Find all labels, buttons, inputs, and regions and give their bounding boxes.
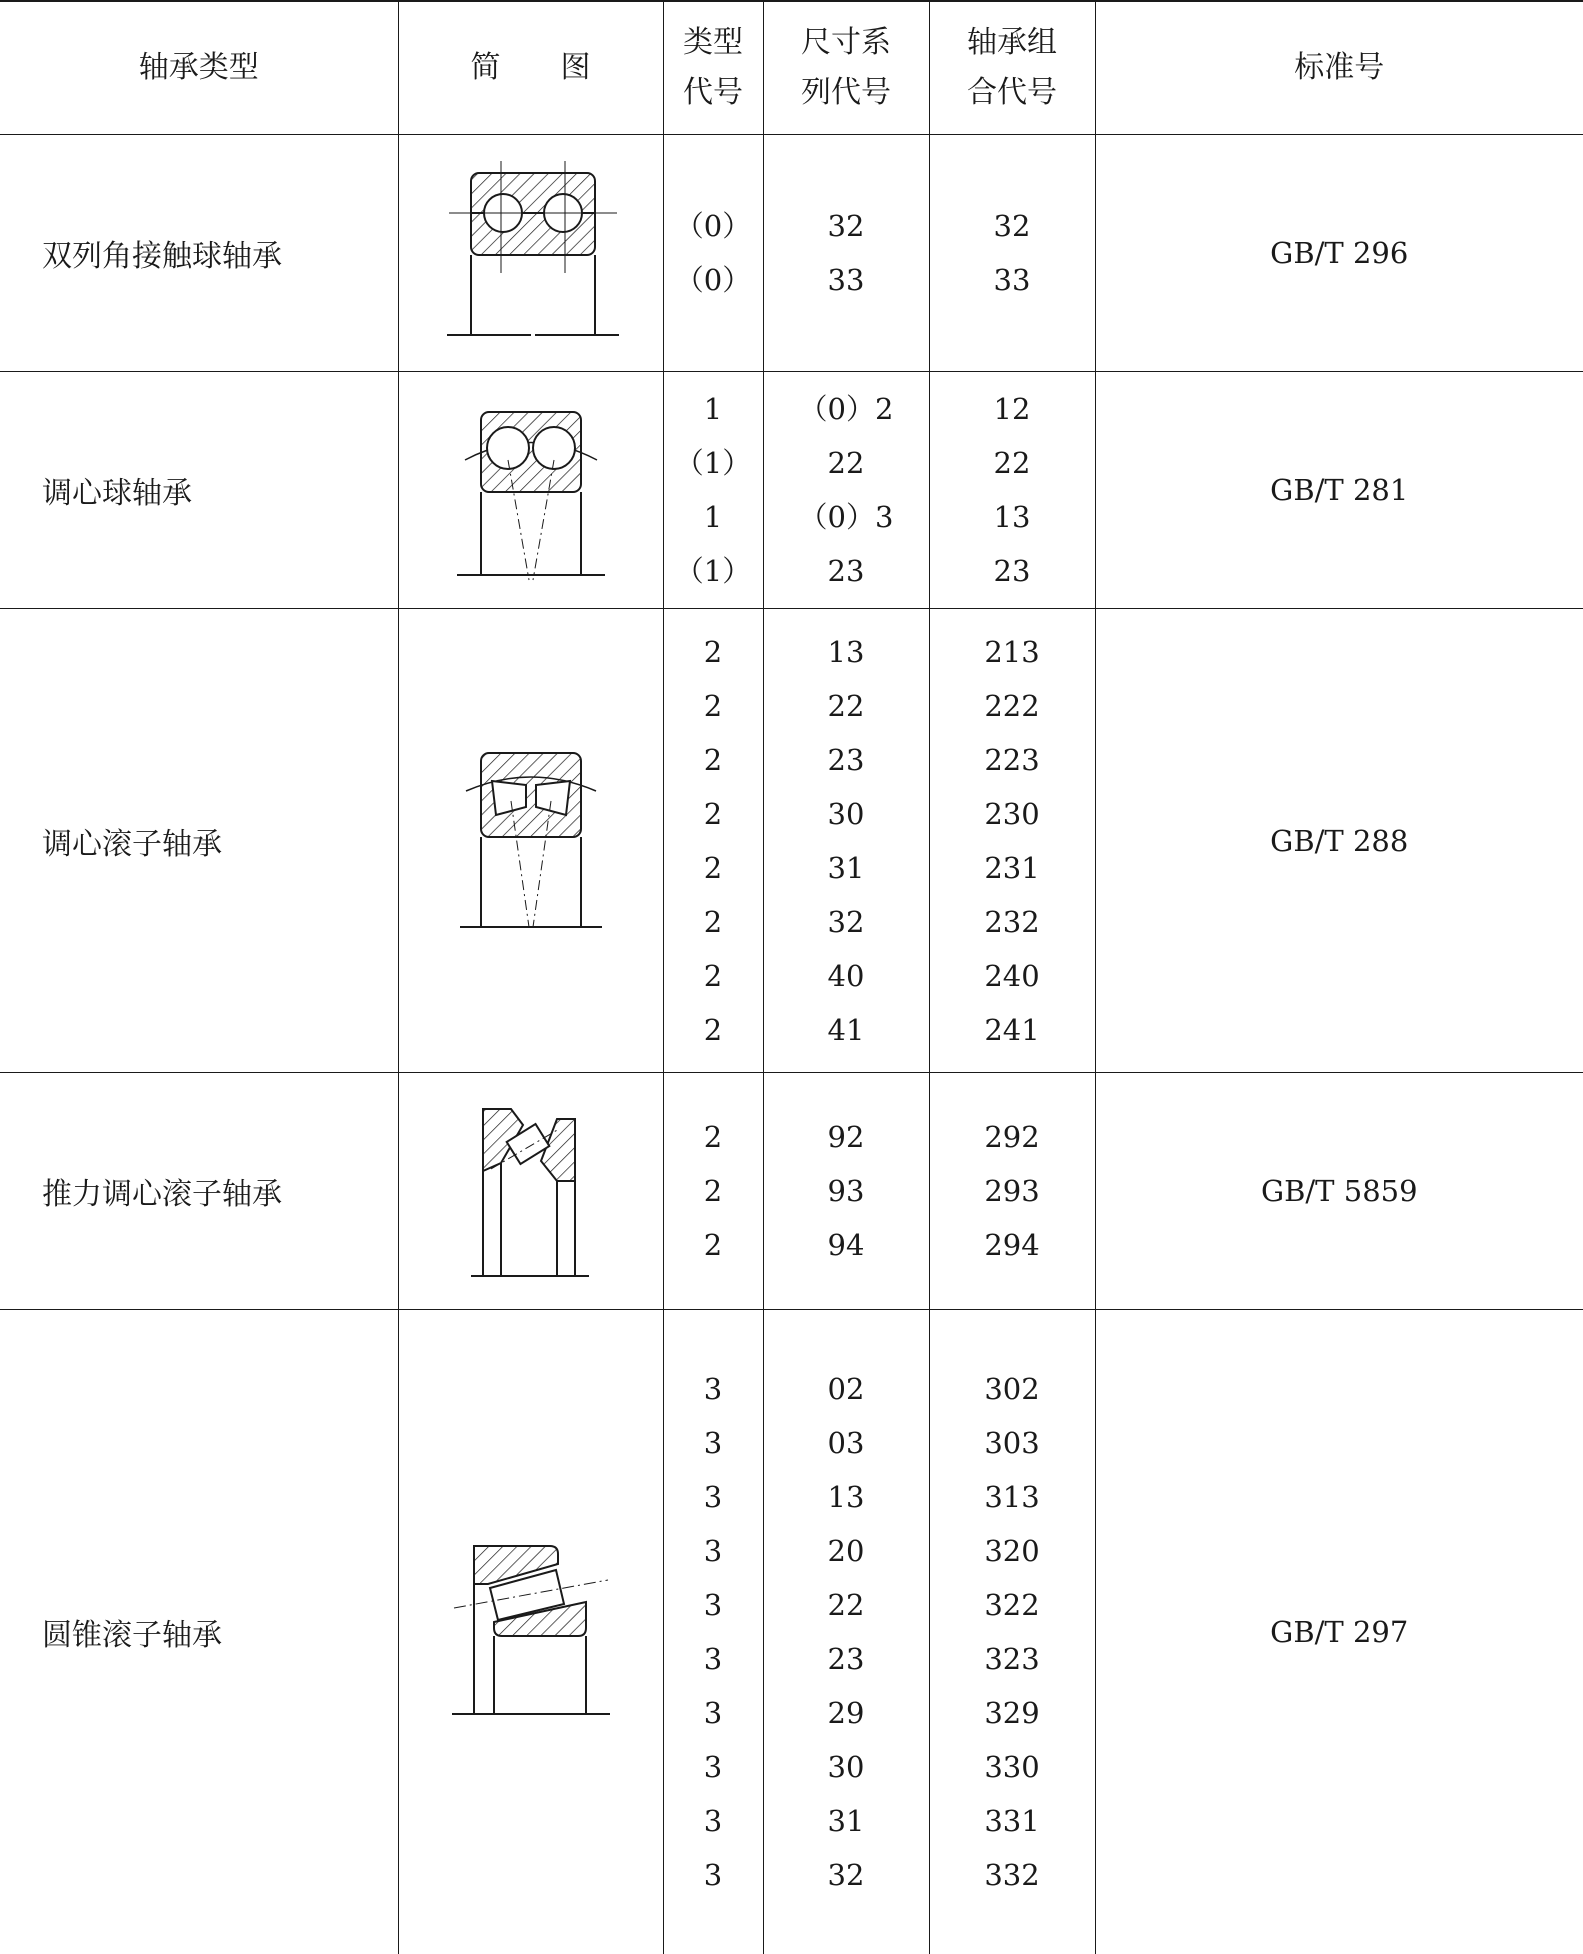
header-type-code: 类型 代号 (663, 1, 763, 135)
type-code-cell (663, 372, 763, 609)
type-code: 3 (703, 1371, 723, 1406)
type-code: 3 (703, 1641, 723, 1676)
figure-cell (398, 1310, 663, 1954)
type-code: 2 (703, 1120, 723, 1154)
self-aligning-ball-bearing-icon (451, 390, 611, 590)
type-code: 3 (703, 1425, 723, 1460)
size-series-code: 32 (827, 1857, 865, 1892)
size-series-code: 22 (827, 446, 865, 480)
size-series-cell (763, 1073, 929, 1310)
size-series-code: 03 (827, 1425, 865, 1460)
combo-code: 240 (984, 958, 1040, 993)
type-code: 2 (703, 958, 723, 993)
combo-code: 22 (993, 446, 1031, 480)
combo-code-cell (929, 1310, 1095, 1954)
size-series-code: 41 (827, 1012, 865, 1047)
table-row (0, 372, 1583, 609)
combo-code: 23 (993, 554, 1031, 588)
header-figure: 简 图 (398, 1, 663, 135)
type-code: 2 (703, 796, 723, 831)
size-series-cell (763, 372, 929, 609)
combo-code: 222 (984, 688, 1040, 723)
type-code: 3 (703, 1695, 723, 1730)
bearing-type-cell: 调心球轴承 (0, 372, 398, 609)
combo-code: 302 (984, 1371, 1040, 1406)
combo-code: 33 (993, 263, 1031, 297)
type-code: 3 (703, 1587, 723, 1622)
table-row (0, 1310, 1583, 1954)
combo-code-cell (929, 609, 1095, 1073)
type-code-cell (663, 609, 763, 1073)
type-code: 1 (703, 392, 723, 426)
combo-code: 294 (984, 1228, 1040, 1262)
combo-code: 332 (984, 1857, 1040, 1892)
combo-code: 12 (993, 392, 1031, 426)
figure-cell (398, 609, 663, 1073)
standard-cell: GB/T 288 (1095, 609, 1583, 1073)
type-code: （1） (674, 554, 752, 588)
spherical-thrust-roller-bearing-icon (461, 1091, 601, 1291)
size-series-code: 33 (827, 263, 865, 297)
size-series-code: （0）2 (798, 392, 894, 426)
type-code: （1） (674, 446, 752, 480)
type-code-cell (663, 1073, 763, 1310)
type-code: 2 (703, 850, 723, 885)
table-row (0, 609, 1583, 1073)
standard-cell: GB/T 297 (1095, 1310, 1583, 1954)
figure-cell (398, 1073, 663, 1310)
size-series-code: 22 (827, 1587, 865, 1622)
type-code: 2 (703, 742, 723, 777)
size-series-cell (763, 135, 929, 372)
type-code: 2 (703, 688, 723, 723)
type-code: 3 (703, 1803, 723, 1838)
type-code: （0） (674, 209, 752, 243)
size-series-cell (763, 609, 929, 1073)
combo-code: 323 (984, 1641, 1040, 1676)
standard-cell: GB/T 296 (1095, 135, 1583, 372)
combo-code-cell (929, 135, 1095, 372)
header-row (0, 1, 1583, 135)
combo-code: 230 (984, 796, 1040, 831)
combo-code: 330 (984, 1749, 1040, 1784)
size-series-code: 23 (827, 554, 865, 588)
type-code: 2 (703, 1012, 723, 1047)
size-series-code: 40 (827, 958, 865, 993)
combo-code: 231 (984, 850, 1040, 885)
type-code: 3 (703, 1857, 723, 1892)
spherical-roller-bearing-icon (456, 741, 606, 941)
size-series-code: 30 (827, 796, 865, 831)
combo-code: 331 (984, 1803, 1040, 1838)
type-code: 3 (703, 1479, 723, 1514)
header-bearing-type: 轴承类型 (0, 1, 398, 135)
table-row (0, 1073, 1583, 1310)
type-code: 2 (703, 904, 723, 939)
size-series-code: 29 (827, 1695, 865, 1730)
combo-code: 223 (984, 742, 1040, 777)
size-series-code: 23 (827, 742, 865, 777)
header-combo-code: 轴承组 合代号 (929, 1, 1095, 135)
type-code: 2 (703, 634, 723, 669)
combo-code: 232 (984, 904, 1040, 939)
standard-cell: GB/T 5859 (1095, 1073, 1583, 1310)
combo-code: 320 (984, 1533, 1040, 1568)
combo-code: 13 (993, 500, 1031, 534)
bearing-type-cell: 推力调心滚子轴承 (0, 1073, 398, 1310)
tapered-roller-bearing-icon (446, 1532, 616, 1732)
type-code-cell (663, 135, 763, 372)
combo-code-cell (929, 372, 1095, 609)
standard-cell: GB/T 281 (1095, 372, 1583, 609)
size-series-code: 31 (827, 1803, 865, 1838)
size-series-code: 92 (827, 1120, 865, 1154)
type-code: 3 (703, 1749, 723, 1784)
size-series-code: 22 (827, 688, 865, 723)
combo-code: 32 (993, 209, 1031, 243)
size-series-code: 93 (827, 1174, 865, 1208)
combo-code: 303 (984, 1425, 1040, 1460)
combo-code: 313 (984, 1479, 1040, 1514)
size-series-code: 32 (827, 904, 865, 939)
bearing-type-cell: 双列角接触球轴承 (0, 135, 398, 372)
size-series-code: （0）3 (798, 500, 894, 534)
size-series-code: 20 (827, 1533, 865, 1568)
table-row (0, 135, 1583, 372)
header-standard: 标准号 (1095, 1, 1583, 135)
type-code: 1 (703, 500, 723, 534)
size-series-code: 13 (827, 1479, 865, 1514)
type-code: （0） (674, 263, 752, 297)
size-series-code: 94 (827, 1228, 865, 1262)
combo-code: 329 (984, 1695, 1040, 1730)
figure-cell (398, 372, 663, 609)
size-series-code: 13 (827, 634, 865, 669)
type-code: 3 (703, 1533, 723, 1568)
size-series-code: 32 (827, 209, 865, 243)
combo-code: 213 (984, 634, 1040, 669)
size-series-cell (763, 1310, 929, 1954)
size-series-code: 30 (827, 1749, 865, 1784)
type-code-cell (663, 1310, 763, 1954)
figure-cell (398, 135, 663, 372)
size-series-code: 02 (827, 1371, 865, 1406)
double-row-angular-contact-ball-bearing-icon (441, 153, 621, 353)
combo-code-cell (929, 1073, 1095, 1310)
bearing-type-cell: 圆锥滚子轴承 (0, 1310, 398, 1954)
combo-code: 241 (984, 1012, 1040, 1047)
type-code: 2 (703, 1228, 723, 1262)
type-code: 2 (703, 1174, 723, 1208)
bearing-type-cell: 调心滚子轴承 (0, 609, 398, 1073)
header-size-series: 尺寸系 列代号 (763, 1, 929, 135)
combo-code: 293 (984, 1174, 1040, 1208)
size-series-code: 31 (827, 850, 865, 885)
combo-code: 292 (984, 1120, 1040, 1154)
size-series-code: 23 (827, 1641, 865, 1676)
combo-code: 322 (984, 1587, 1040, 1622)
